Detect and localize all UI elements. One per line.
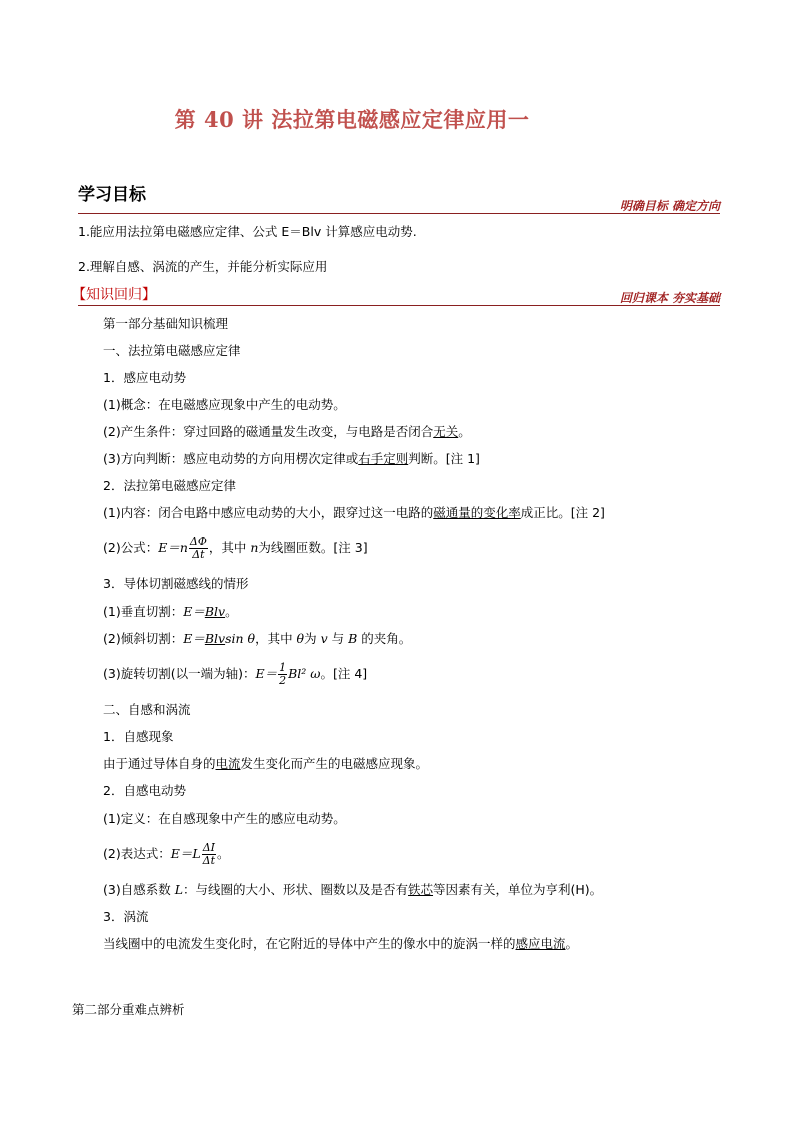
s2-2-definition: (1)定义：在自感现象中产生的感应电动势。 (103, 811, 346, 826)
answer-underline: 感应电流 (515, 936, 566, 951)
page-title: 第 40 讲 法拉第电磁感应定律应用一 (174, 107, 530, 132)
answer-underline: 电流 (215, 756, 241, 771)
answer-underline: 磁通量的变化率 (433, 505, 521, 520)
s2-3-title: 3．涡流 (103, 909, 149, 924)
s1-2-content: (1)内容：闭合电路中感应电动势的大小，跟穿过这一电路的磁通量的变化率成正比。[注 2] (103, 505, 605, 520)
section2-title: 二、自感和涡流 (103, 702, 191, 717)
s1-2-title: 2．法拉第电磁感应定律 (103, 478, 236, 493)
s2-3-content: 当线圈中的电流发生变化时，在它附近的导体中产生的像水中的旋涡一样的感应电流。 (103, 936, 579, 951)
part1-heading: 第一部分基础知识梳理 (103, 316, 229, 331)
goals-header (78, 180, 720, 214)
review-header (72, 286, 720, 306)
goals-divider (78, 213, 720, 214)
s1-3-vertical: (1)垂直切割：E＝Blv。 (103, 604, 238, 619)
fraction: $\frac{\Delta\Phi}{\Delta t}$ (189, 535, 207, 561)
s1-2-formula: (2)公式：E＝n $\frac{\Delta\Phi}{\Delta t}$ ，其中 n为线圈匝数。[注 3] (103, 535, 368, 561)
s1-3-oblique: (2)倾斜切割：E＝Blvsin θ，其中 θ为 v 与 B 的夹角。 (103, 631, 412, 646)
answer-underline: 铁芯 (408, 882, 434, 897)
s1-1-direction: (3)方向判断：感应电动势的方向用楞次定律或右手定则判断。[注 1] (103, 451, 480, 466)
goals-tag: 明确目标 确定方向 (619, 199, 720, 213)
review-heading: 【知识回归】 (72, 287, 156, 303)
answer-underline: Blv (204, 604, 226, 619)
goals-heading: 学习目标 (78, 185, 146, 205)
section1-title: 一、法拉第电磁感应定律 (103, 343, 241, 358)
s2-1-title: 1．自感现象 (103, 729, 174, 744)
goal-item-1: 1.能应用法拉第电磁感应定律、公式 E＝Blv 计算感应电动势. (78, 224, 417, 239)
fraction: $\frac{1}{2}$ (279, 661, 287, 687)
answer-underline: 右手定则 (358, 451, 409, 466)
s1-3-rotation: (3)旋转切割(以一端为轴)：E＝ $\frac{1}{2}$ Bl² ω。[注 4] (103, 661, 368, 687)
s2-2-expression: (2)表达式：E＝L $\frac{\Delta I}{\Delta t}$ 。 (103, 841, 230, 867)
s2-1-content: 由于通过导体自身的电流发生变化而产生的电磁感应现象。 (103, 756, 429, 771)
fraction: $\frac{\Delta I}{\Delta t}$ (202, 841, 216, 867)
s1-3-title: 3．导体切割磁感线的情形 (103, 576, 249, 591)
goal-item-2: 2.理解自感、涡流的产生，并能分析实际应用 (78, 259, 328, 274)
answer-underline: Blv (204, 631, 226, 646)
part2-heading: 第二部分重难点辨析 (72, 1002, 185, 1017)
answer-underline: 无关 (433, 424, 459, 439)
s2-2-title: 2．自感电动势 (103, 783, 186, 798)
s1-1-concept: (1)概念：在电磁感应现象中产生的电动势。 (103, 397, 346, 412)
review-tag: 回归课本 夯实基础 (619, 291, 720, 305)
s1-1-condition: (2)产生条件：穿过回路的磁通量发生改变，与电路是否闭合无关。 (103, 424, 471, 439)
s2-2-coefficient: (3)自感系数 L：与线圈的大小、形状、圈数以及是否有铁芯等因素有关，单位为亨利(H)。 (103, 882, 603, 897)
s1-1-title: 1．感应电动势 (103, 370, 186, 385)
review-divider (78, 305, 720, 306)
